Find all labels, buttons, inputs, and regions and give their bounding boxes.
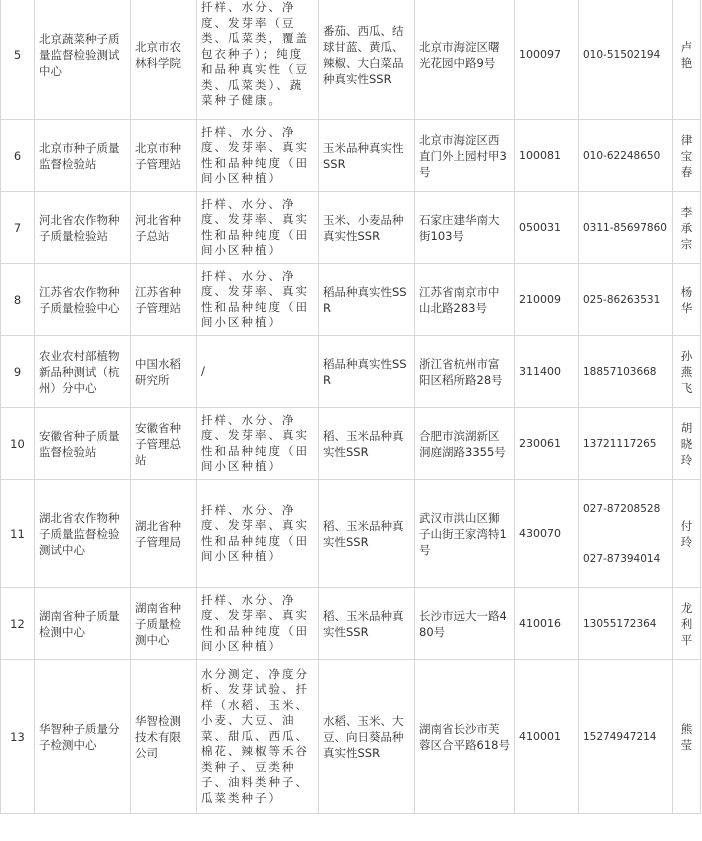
- table-row: [1, 0, 701, 120]
- table-row: [1, 336, 701, 408]
- postal-code: 430070: [515, 480, 579, 588]
- crop-tests: 稻品种真实性SSR: [319, 336, 415, 408]
- row-number: 8: [1, 264, 35, 336]
- crop-tests: 稻品种真实性SSR: [319, 264, 415, 336]
- contact-person: 熊莹: [673, 660, 701, 814]
- crop-tests: 番茄、西瓜、结球甘蓝、黄瓜、辣椒、大白菜品种真实性SSR: [319, 0, 415, 120]
- postal-code: 100081: [515, 120, 579, 192]
- row-number: 5: [1, 0, 35, 120]
- parent-unit: 河北省种子总站: [131, 192, 197, 264]
- test-items: 扦样、水分、净度、发芽率（豆类、瓜菜类，覆盖包衣种子）；纯度和品种真实性（豆类、瓜菜类）、蔬菜种子健康。: [197, 0, 319, 120]
- crop-tests: 稻、玉米品种真实性SSR: [319, 588, 415, 660]
- postal-code: 230061: [515, 408, 579, 480]
- test-items: 水分测定、净度分析、发芽试验、扦样（水稻、玉米、小麦、大豆、油菜、甜瓜、西瓜、棉花、辣椒等禾谷类种子、豆类种子、油料类种子、瓜菜类种子）: [197, 660, 319, 814]
- address: 北京市海淀区曙光花园中路9号: [415, 0, 515, 120]
- address: 湖南省长沙市芙蓉区合平路618号: [415, 660, 515, 814]
- address: 江苏省南京市中山北路283号: [415, 264, 515, 336]
- crop-tests: 稻、玉米品种真实性SSR: [319, 480, 415, 588]
- address: 石家庄建华南大街103号: [415, 192, 515, 264]
- contact-person: 杨华: [673, 264, 701, 336]
- row-number: 11: [1, 480, 35, 588]
- parent-unit: 华智检测技术有限公司: [131, 660, 197, 814]
- contact-person: 胡晓玲: [673, 408, 701, 480]
- table-row: [1, 660, 701, 814]
- row-number: 12: [1, 588, 35, 660]
- parent-unit: 湖北省种子管理局: [131, 480, 197, 588]
- institution-name: 江苏省农作物种子质量检验中心: [35, 264, 131, 336]
- test-items: 扦样、水分、净度、发芽率、真实性和品种纯度（田间小区种植）: [197, 264, 319, 336]
- parent-unit: 北京市农林科学院: [131, 0, 197, 120]
- address: 合肥市滨湖新区洞庭湖路3355号: [415, 408, 515, 480]
- phone: 0311-85697860: [579, 192, 673, 264]
- institution-name: 北京蔬菜种子质量监督检验测试中心: [35, 0, 131, 120]
- table-row: [1, 480, 701, 588]
- table-row: [1, 192, 701, 264]
- contact-person: 龙利平: [673, 588, 701, 660]
- crop-tests: 水稻、玉米、大豆、向日葵品种真实性SSR: [319, 660, 415, 814]
- postal-code: 210009: [515, 264, 579, 336]
- parent-unit: 北京市种子管理站: [131, 120, 197, 192]
- test-items: 扦样、水分、净度、发芽率、真实性和品种纯度（田间小区种植）: [197, 480, 319, 588]
- next-row-cutoff: [0, 832, 702, 841]
- contact-person: 李承宗: [673, 192, 701, 264]
- contact-person: 律宝春: [673, 120, 701, 192]
- crop-tests: 稻、玉米品种真实性SSR: [319, 408, 415, 480]
- address: 浙江省杭州市富阳区稻所路28号: [415, 336, 515, 408]
- institution-name: 华智种子质量分子检测中心: [35, 660, 131, 814]
- phone: 13055172364: [579, 588, 673, 660]
- row-number: 13: [1, 660, 35, 814]
- institution-name: 北京市种子质量监督检验站: [35, 120, 131, 192]
- parent-unit: 中国水稻研究所: [131, 336, 197, 408]
- postal-code: 311400: [515, 336, 579, 408]
- parent-unit: 安徽省种子管理总站: [131, 408, 197, 480]
- phone: 13721117265: [579, 408, 673, 480]
- institution-name: 农业农村部植物新品种测试（杭州）分中心: [35, 336, 131, 408]
- postal-code: 410016: [515, 588, 579, 660]
- phone-cell: [579, 480, 673, 588]
- address: 武汉市洪山区狮子山街王家湾特1号: [415, 480, 515, 588]
- address: 北京市海淀区西直门外上园村甲3号: [415, 120, 515, 192]
- row-number: 7: [1, 192, 35, 264]
- row-number: 6: [1, 120, 35, 192]
- row-number: 9: [1, 336, 35, 408]
- phone: 010-51502194: [579, 0, 673, 120]
- test-items: 扦样、水分、净度、发芽率、真实性和品种纯度（田间小区种植）: [197, 192, 319, 264]
- test-items: 扦样、水分、净度、发芽率、真实性和品种纯度（田间小区种植）: [197, 408, 319, 480]
- phone: 027-87208528: [583, 502, 661, 515]
- test-items: 扦样、水分、净度、发芽率、真实性和品种纯度（田间小区种植）: [197, 120, 319, 192]
- address: 长沙市远大一路480号: [415, 588, 515, 660]
- postal-code: 050031: [515, 192, 579, 264]
- postal-code: 410001: [515, 660, 579, 814]
- row-number: 10: [1, 408, 35, 480]
- institution-name: 安徽省种子质量监督检验站: [35, 408, 131, 480]
- crop-tests: 玉米品种真实性SSR: [319, 120, 415, 192]
- table-row: [1, 264, 701, 336]
- institution-name: 湖北省农作物种子质量监督检验测试中心: [35, 480, 131, 588]
- table-row: [1, 408, 701, 480]
- phone: 15274947214: [579, 660, 673, 814]
- test-items: /: [197, 336, 319, 408]
- phone: 18857103668: [579, 336, 673, 408]
- table-row: [1, 588, 701, 660]
- contact-person: 卢艳: [673, 0, 701, 120]
- test-items: 扦样、水分、净度、发芽率、真实性和品种纯度（田间小区种植）: [197, 588, 319, 660]
- institution-name: 湖南省种子质量检测中心: [35, 588, 131, 660]
- contact-person: 孙燕飞: [673, 336, 701, 408]
- parent-unit: 江苏省种子管理站: [131, 264, 197, 336]
- postal-code: 100097: [515, 0, 579, 120]
- phone: 010-62248650: [579, 120, 673, 192]
- parent-unit: 湖南省种子质量检测中心: [131, 588, 197, 660]
- crop-tests: 玉米、小麦品种真实性SSR: [319, 192, 415, 264]
- contact-person: 付玲: [673, 480, 701, 588]
- institution-name: 河北省农作物种子质量检验站: [35, 192, 131, 264]
- phone-secondary: 027-87394014: [583, 552, 661, 565]
- phone: 025-86263531: [579, 264, 673, 336]
- table-row: [1, 120, 701, 192]
